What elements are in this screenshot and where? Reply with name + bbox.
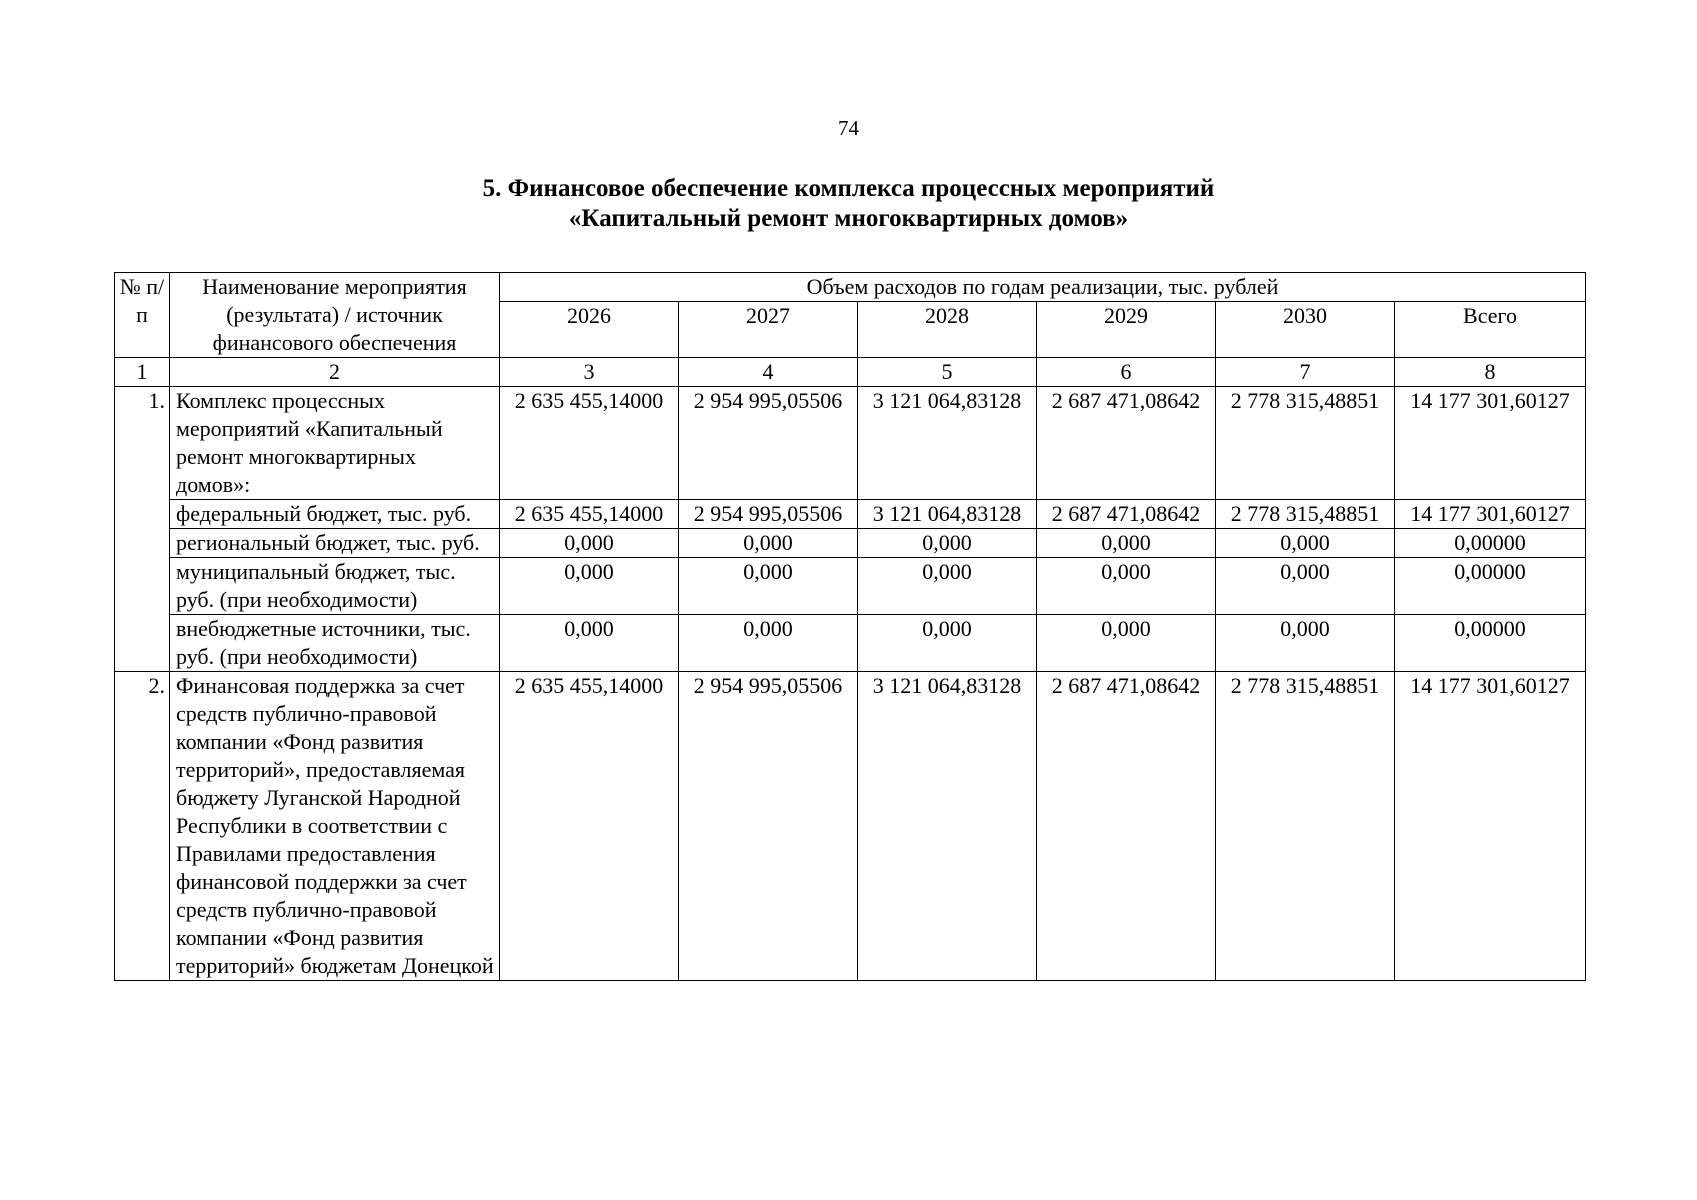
value-2029: 2 687 471,08642 [1037, 672, 1216, 981]
value-2030: 2 778 315,48851 [1216, 500, 1395, 529]
value-2028: 3 121 064,83128 [858, 387, 1037, 500]
value-2027: 2 954 995,05506 [679, 672, 858, 981]
title-line-1: 5. Финансовое обеспечение комплекса процессных мероприятий [482, 175, 1215, 202]
table-row [115, 615, 1586, 672]
row-name: федеральный бюджет, тыс. руб. [170, 500, 500, 529]
value-2027: 2 954 995,05506 [679, 387, 858, 500]
value-2027: 0,000 [679, 558, 858, 615]
value-2030: 0,000 [1216, 615, 1395, 672]
value-2026: 0,000 [500, 558, 679, 615]
value-2027: 2 954 995,05506 [679, 500, 858, 529]
page-title [0, 174, 1697, 234]
value-total: 0,00000 [1395, 558, 1586, 615]
value-total: 14 177 301,60127 [1395, 500, 1586, 529]
column-number: 3 [500, 358, 679, 387]
value-total: 14 177 301,60127 [1395, 387, 1586, 500]
page-number: 74 [838, 116, 859, 140]
financing-table [114, 272, 1586, 981]
column-number: 2 [170, 358, 500, 387]
value-2026: 0,000 [500, 529, 679, 558]
column-number: 7 [1216, 358, 1395, 387]
value-2029: 2 687 471,08642 [1037, 387, 1216, 500]
row-number: 1. [115, 387, 170, 672]
header-expenses-group: Объем расходов по годам реализации, тыс. рублей [500, 273, 1586, 302]
value-total: 0,00000 [1395, 529, 1586, 558]
value-2028: 0,000 [858, 615, 1037, 672]
header-num: № п/п [115, 273, 170, 358]
value-2026: 2 635 455,14000 [500, 672, 679, 981]
column-number: 1 [115, 358, 170, 387]
column-number: 8 [1395, 358, 1586, 387]
header-year-2028: 2028 [858, 302, 1037, 358]
value-2027: 0,000 [679, 615, 858, 672]
header-name: Наименование мероприятия (результата) / источник финансового обеспечения [170, 273, 500, 358]
table-row [115, 387, 1586, 500]
header-year-2027: 2027 [679, 302, 858, 358]
header-total: Всего [1395, 302, 1586, 358]
row-name: Финансовая поддержка за счет средств публично-правовой компании «Фонд развития территорий», предоставляемая бюджету Луганской Народной Республики в соответствии с Правилами предоставления финансовой поддержки за счет средств публично-правовой компании «Фонд развития территорий» бюджетам Донецкой [170, 672, 500, 981]
row-name: региональный бюджет, тыс. руб. [170, 529, 500, 558]
value-2026: 2 635 455,14000 [500, 387, 679, 500]
title-line-2: «Капитальный ремонт многоквартирных домов» [568, 205, 1129, 232]
row-name: Комплекс процессных мероприятий «Капитальный ремонт многоквартирных домов»: [170, 387, 500, 500]
column-number: 5 [858, 358, 1037, 387]
value-total: 14 177 301,60127 [1395, 672, 1586, 981]
value-total: 0,00000 [1395, 615, 1586, 672]
table-row [115, 672, 1586, 981]
table-row [115, 558, 1586, 615]
value-2028: 0,000 [858, 558, 1037, 615]
value-2027: 0,000 [679, 529, 858, 558]
value-2026: 0,000 [500, 615, 679, 672]
value-2028: 0,000 [858, 529, 1037, 558]
value-2029: 0,000 [1037, 529, 1216, 558]
row-name: муниципальный бюджет, тыс. руб. (при необходимости) [170, 558, 500, 615]
column-number-row [115, 358, 1586, 387]
header-row-1 [115, 273, 1586, 302]
value-2029: 2 687 471,08642 [1037, 500, 1216, 529]
value-2030: 2 778 315,48851 [1216, 387, 1395, 500]
value-2029: 0,000 [1037, 615, 1216, 672]
table-row [115, 500, 1586, 529]
column-number: 6 [1037, 358, 1216, 387]
value-2030: 0,000 [1216, 558, 1395, 615]
value-2029: 0,000 [1037, 558, 1216, 615]
value-2028: 3 121 064,83128 [858, 500, 1037, 529]
value-2030: 2 778 315,48851 [1216, 672, 1395, 981]
value-2028: 3 121 064,83128 [858, 672, 1037, 981]
table-row [115, 529, 1586, 558]
row-name: внебюджетные источники, тыс. руб. (при необходимости) [170, 615, 500, 672]
header-year-2030: 2030 [1216, 302, 1395, 358]
value-2026: 2 635 455,14000 [500, 500, 679, 529]
row-number: 2. [115, 672, 170, 981]
column-number: 4 [679, 358, 858, 387]
header-year-2029: 2029 [1037, 302, 1216, 358]
value-2030: 0,000 [1216, 529, 1395, 558]
header-year-2026: 2026 [500, 302, 679, 358]
